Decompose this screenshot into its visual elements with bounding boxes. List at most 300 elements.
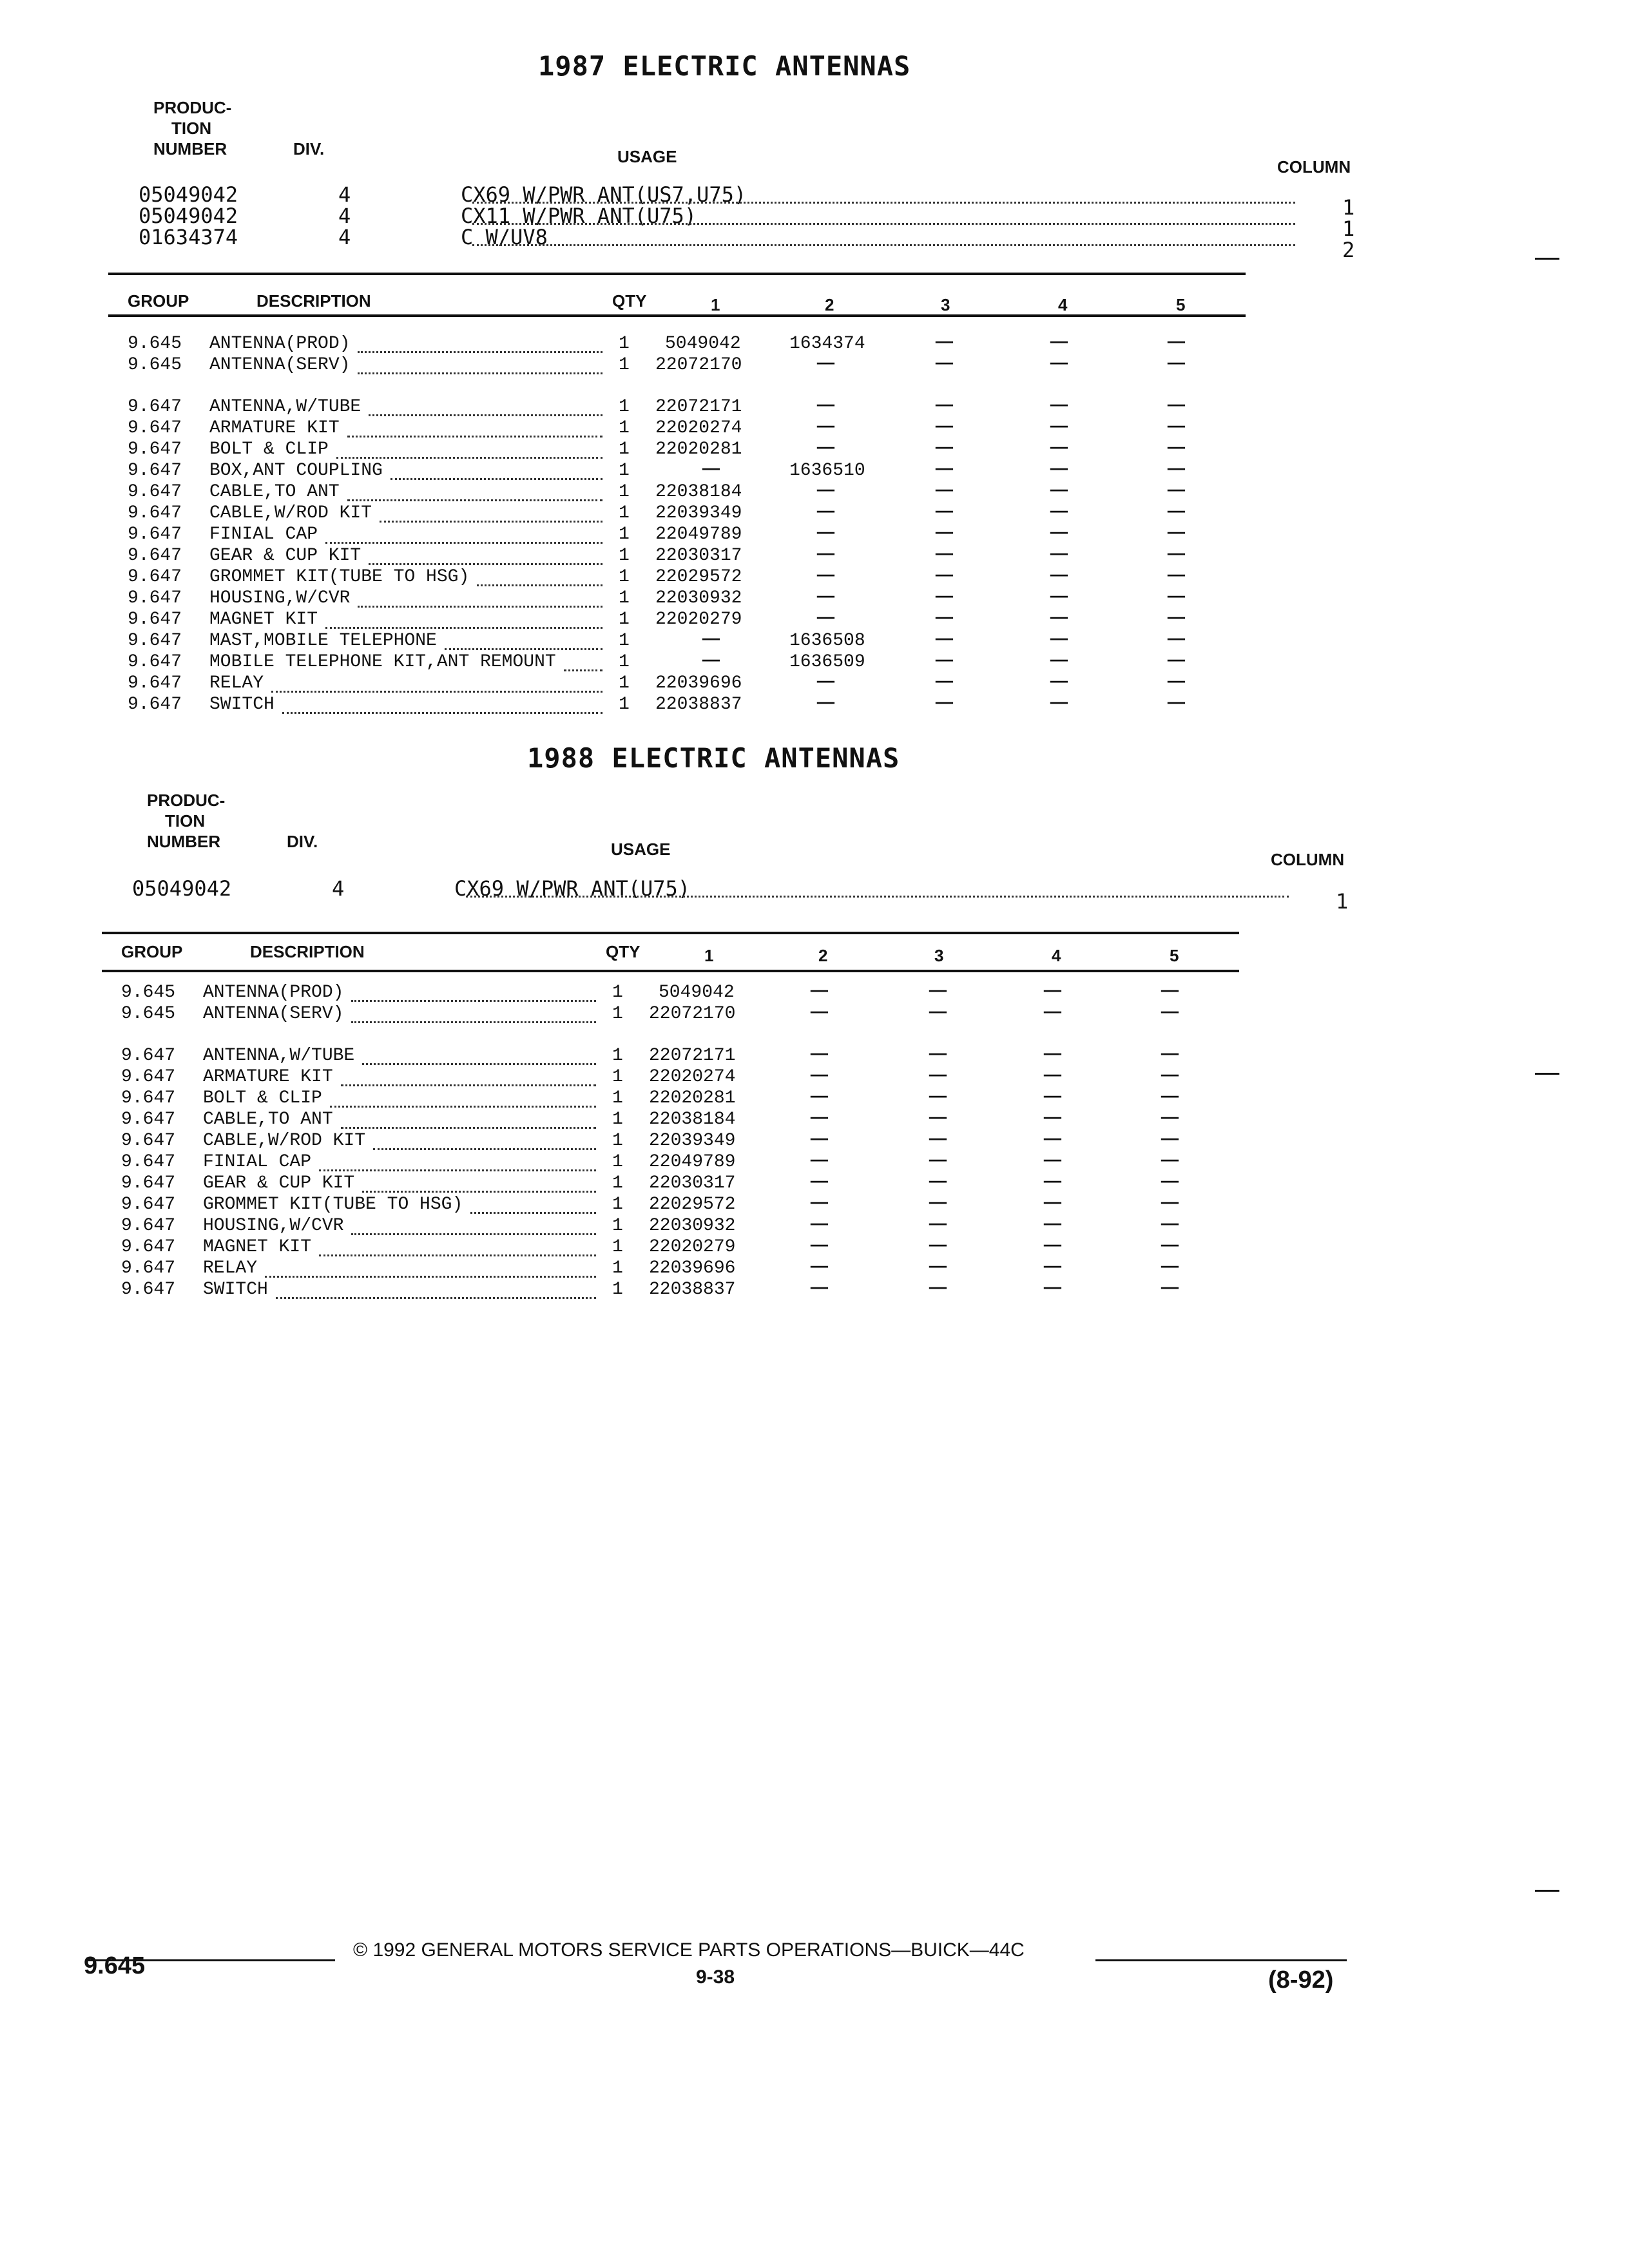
quantity: 1 (612, 1280, 623, 1300)
leader-dots (564, 669, 602, 671)
column-dash: — (1161, 981, 1179, 1001)
group-code: 9.645 (128, 355, 182, 375)
production-number: 01634374 (139, 225, 238, 249)
column-dash: — (929, 1151, 947, 1171)
part-number-c1: 22020279 (649, 1237, 736, 1257)
division: 4 (338, 225, 351, 249)
quantity: 1 (619, 439, 630, 459)
column-dash: — (1168, 651, 1185, 671)
column-dash: — (936, 693, 953, 713)
column-dash: — (1050, 587, 1068, 607)
leader-dots (265, 1276, 596, 1278)
part-number-c1: 22049789 (649, 1152, 736, 1172)
leader-dots (351, 1021, 596, 1023)
part-description: MOBILE TELEPHONE KIT,ANT REMOUNT (209, 652, 556, 672)
table-header-c4: 4 (1058, 295, 1068, 314)
group-code: 9.647 (121, 1216, 176, 1236)
production-number: 05049042 (139, 182, 238, 207)
column-dash: — (811, 1151, 828, 1171)
part-number-c1: 22038184 (649, 1110, 736, 1129)
part-number-c1: 22038184 (655, 482, 742, 502)
column-dash: — (1161, 1108, 1179, 1128)
column-dash: — (936, 544, 953, 564)
group-code: 9.647 (121, 1046, 176, 1066)
quantity: 1 (619, 355, 630, 375)
group-code: 9.647 (128, 610, 182, 629)
column-dash: — (929, 1236, 947, 1256)
division: 4 (338, 182, 351, 207)
quantity: 1 (612, 983, 623, 1003)
column-dash: — (811, 1278, 828, 1298)
group-code: 9.645 (121, 983, 176, 1003)
margin-mark (1535, 1073, 1559, 1075)
usage-column: 2 (1342, 238, 1355, 262)
part-number-c2: 1636510 (789, 461, 865, 481)
leader-dots (362, 1191, 596, 1193)
group-code: 9.647 (121, 1195, 176, 1215)
leader-dots (466, 896, 1289, 898)
part-number-c1: 22072171 (649, 1046, 736, 1066)
quantity: 1 (612, 1237, 623, 1257)
column-dash: — (929, 1108, 947, 1128)
leader-dots (325, 542, 602, 544)
group-code: 9.647 (121, 1110, 176, 1129)
column-dash: — (811, 1236, 828, 1256)
column-dash: — (936, 608, 953, 628)
column-dash: — (1161, 1151, 1179, 1171)
column-dash: — (929, 1044, 947, 1064)
column-dash: — (702, 629, 720, 649)
column-dash: — (1044, 1172, 1061, 1192)
part-description: ANTENNA(PROD) (209, 334, 351, 354)
part-number-c1: 22020281 (649, 1088, 736, 1108)
leader-dots (362, 1063, 596, 1065)
part-number-c1: 22029572 (649, 1195, 736, 1215)
group-code: 9.647 (128, 546, 182, 566)
column-dash: — (1168, 481, 1185, 501)
part-number-c1: 22039349 (649, 1131, 736, 1151)
part-description: RELAY (203, 1258, 258, 1278)
leader-dots (477, 584, 602, 586)
part-number-c1: 22039349 (655, 503, 742, 523)
part-description: BOLT & CLIP (203, 1088, 322, 1108)
quantity: 1 (612, 1088, 623, 1108)
production-number-header: TION (165, 811, 206, 831)
quantity: 1 (619, 397, 630, 417)
column-dash: — (811, 981, 828, 1001)
column-dash: — (1044, 1278, 1061, 1298)
column-dash: — (1044, 1108, 1061, 1128)
column-dash: — (1050, 672, 1068, 692)
part-number-c1: 22029572 (655, 567, 742, 587)
part-description: CABLE,W/ROD KIT (209, 503, 372, 523)
column-dash: — (1168, 693, 1185, 713)
footer-page-number: 9-38 (696, 1966, 735, 1988)
column-dash: — (1168, 544, 1185, 564)
column-dash: — (1168, 354, 1185, 374)
div-header: DIV. (287, 832, 318, 851)
table-header-c2: 2 (818, 946, 828, 965)
column-dash: — (1050, 417, 1068, 437)
group-code: 9.645 (121, 1004, 176, 1024)
quantity: 1 (612, 1046, 623, 1066)
usage-column: 1 (1336, 889, 1349, 914)
column-dash: — (1161, 1236, 1179, 1256)
group-code: 9.647 (128, 567, 182, 587)
quantity: 1 (612, 1195, 623, 1215)
column-dash: — (1161, 1087, 1179, 1107)
quantity: 1 (612, 1131, 623, 1151)
column-dash: — (811, 1215, 828, 1235)
part-number-c2: 1634374 (789, 334, 865, 354)
part-description: MAGNET KIT (203, 1237, 312, 1257)
column-dash: — (817, 693, 834, 713)
column-dash: — (1044, 1151, 1061, 1171)
part-number-c1: 5049042 (665, 334, 741, 354)
leader-dots (472, 223, 1295, 225)
part-number-c1: 22030932 (649, 1216, 736, 1236)
part-description: BOLT & CLIP (209, 439, 329, 459)
quantity: 1 (619, 610, 630, 629)
production-number-header: NUMBER (147, 832, 221, 851)
quantity: 1 (612, 1004, 623, 1024)
column-dash: — (936, 481, 953, 501)
part-description: GEAR & CUP KIT (209, 546, 361, 566)
column-dash: — (1050, 608, 1068, 628)
leader-dots (472, 244, 1295, 246)
production-number-header: TION (171, 119, 212, 138)
leader-dots (358, 351, 602, 353)
quantity: 1 (619, 695, 630, 715)
column-dash: — (936, 438, 953, 458)
column-dash: — (817, 438, 834, 458)
column-dash: — (817, 672, 834, 692)
part-number-c1: 22038837 (655, 695, 742, 715)
part-number-c1: 22072170 (655, 355, 742, 375)
column-dash: — (1044, 1044, 1061, 1064)
section-title: 1987 ELECTRIC ANTENNAS (538, 50, 911, 82)
part-number-c1: 22039696 (649, 1258, 736, 1278)
usage-description: CX69 W/PWR ANT(U75) (454, 876, 691, 901)
leader-dots (271, 691, 602, 693)
part-number-c2: 1636509 (789, 652, 865, 672)
column-dash: — (936, 332, 953, 352)
column-dash: — (1050, 523, 1068, 543)
quantity: 1 (619, 334, 630, 354)
leader-dots (319, 1254, 596, 1256)
column-dash: — (929, 1257, 947, 1277)
quantity: 1 (612, 1258, 623, 1278)
part-description: MAST,MOBILE TELEPHONE (209, 631, 437, 651)
part-description: CABLE,W/ROD KIT (203, 1131, 366, 1151)
group-code: 9.647 (128, 482, 182, 502)
group-code: 9.647 (128, 673, 182, 693)
group-code: 9.647 (121, 1088, 176, 1108)
leader-dots (341, 1127, 596, 1129)
quantity: 1 (619, 482, 630, 502)
column-dash: — (811, 1172, 828, 1192)
group-code: 9.647 (128, 418, 182, 438)
part-description: CABLE,TO ANT (203, 1110, 333, 1129)
usage-column: 1 (1342, 216, 1355, 241)
part-number-c1: 22020274 (649, 1067, 736, 1087)
column-dash: — (1044, 1066, 1061, 1086)
column-dash: — (817, 544, 834, 564)
column-dash: — (1050, 502, 1068, 522)
group-code: 9.647 (121, 1280, 176, 1300)
column-dash: — (929, 1066, 947, 1086)
group-code: 9.647 (128, 695, 182, 715)
part-description: MAGNET KIT (209, 610, 318, 629)
quantity: 1 (612, 1173, 623, 1193)
part-number-c1: 5049042 (659, 983, 735, 1003)
column-dash: — (1168, 332, 1185, 352)
division: 4 (332, 876, 345, 901)
column-dash: — (1161, 1129, 1179, 1149)
column-dash: — (1044, 1236, 1061, 1256)
column-dash: — (1168, 438, 1185, 458)
column-dash: — (1050, 481, 1068, 501)
column-dash: — (1044, 1215, 1061, 1235)
table-header-c4: 4 (1052, 946, 1061, 965)
table-header-c3: 3 (934, 946, 944, 965)
part-number-c1: 22038837 (649, 1280, 736, 1300)
production-number: 05049042 (132, 876, 232, 901)
column-dash: — (1161, 1003, 1179, 1023)
table-top-rule (108, 273, 1246, 275)
column-dash: — (936, 523, 953, 543)
leader-dots (358, 606, 602, 608)
column-dash: — (936, 629, 953, 649)
column-dash: — (811, 1003, 828, 1023)
quantity: 1 (619, 503, 630, 523)
leader-dots (445, 648, 602, 650)
part-description: HOUSING,W/CVR (209, 588, 351, 608)
table-header-c5: 5 (1176, 295, 1186, 314)
part-description: ANTENNA,W/TUBE (203, 1046, 355, 1066)
table-header-group: GROUP (121, 942, 183, 961)
column-dash: — (936, 417, 953, 437)
production-number-header: PRODUC- (153, 98, 232, 117)
group-code: 9.647 (121, 1237, 176, 1257)
part-number-c1: 22030317 (649, 1173, 736, 1193)
leader-dots (351, 1233, 596, 1235)
part-number-c1: 22030317 (655, 546, 742, 566)
leader-dots (373, 1148, 596, 1150)
group-code: 9.647 (121, 1258, 176, 1278)
column-dash: — (1168, 459, 1185, 479)
column-dash: — (811, 1066, 828, 1086)
part-number-c1: 22039696 (655, 673, 742, 693)
column-dash: — (1168, 608, 1185, 628)
quantity: 1 (612, 1067, 623, 1087)
column-dash: — (1050, 693, 1068, 713)
part-number-c1: 22072171 (655, 397, 742, 417)
part-number-c1: 22030932 (655, 588, 742, 608)
part-description: GEAR & CUP KIT (203, 1173, 355, 1193)
quantity: 1 (619, 673, 630, 693)
column-dash: — (1161, 1278, 1179, 1298)
production-number-header: PRODUC- (147, 791, 226, 810)
column-dash: — (811, 1257, 828, 1277)
usage-description: C W/UV8 (461, 225, 548, 249)
div-header: DIV. (293, 139, 325, 159)
group-code: 9.647 (121, 1067, 176, 1087)
column-dash: — (936, 354, 953, 374)
footer-rule-right (1095, 1959, 1347, 1961)
column-dash: — (1168, 417, 1185, 437)
part-description: ARMATURE KIT (209, 418, 340, 438)
column-dash: — (1050, 651, 1068, 671)
column-dash: — (936, 587, 953, 607)
leader-dots (380, 521, 602, 523)
quantity: 1 (619, 652, 630, 672)
column-dash: — (1044, 1257, 1061, 1277)
column-dash: — (1161, 1172, 1179, 1192)
column-dash: — (811, 1193, 828, 1213)
column-dash: — (929, 1087, 947, 1107)
leader-dots (470, 1212, 596, 1214)
column-dash: — (1161, 1257, 1179, 1277)
column-dash: — (811, 1129, 828, 1149)
column-dash: — (1050, 332, 1068, 352)
column-header: COLUMN (1271, 850, 1345, 869)
column-dash: — (1168, 672, 1185, 692)
column-dash: — (817, 354, 834, 374)
production-number: 05049042 (139, 204, 238, 228)
column-dash: — (1050, 396, 1068, 416)
part-description: ARMATURE KIT (203, 1067, 333, 1087)
margin-mark (1535, 258, 1559, 260)
leader-dots (390, 478, 602, 480)
quantity: 1 (619, 418, 630, 438)
group-code: 9.647 (121, 1152, 176, 1172)
column-dash: — (1168, 587, 1185, 607)
group-code: 9.647 (128, 503, 182, 523)
column-dash: — (811, 1087, 828, 1107)
leader-dots (358, 372, 602, 374)
column-dash: — (1168, 629, 1185, 649)
quantity: 1 (619, 567, 630, 587)
column-dash: — (929, 1129, 947, 1149)
quantity: 1 (619, 461, 630, 481)
footer-date-code: (8-92) (1268, 1966, 1334, 1994)
table-header-c2: 2 (825, 295, 834, 314)
column-dash: — (817, 608, 834, 628)
column-dash: — (1044, 1087, 1061, 1107)
column-dash: — (1168, 396, 1185, 416)
column-dash: — (929, 1215, 947, 1235)
group-code: 9.647 (121, 1131, 176, 1151)
column-dash: — (817, 481, 834, 501)
column-dash: — (817, 566, 834, 586)
leader-dots (341, 1084, 596, 1086)
table-header-c1: 1 (704, 946, 714, 965)
quantity: 1 (619, 524, 630, 544)
column-dash: — (1168, 566, 1185, 586)
part-description: ANTENNA(PROD) (203, 983, 344, 1003)
column-dash: — (817, 587, 834, 607)
group-code: 9.645 (128, 334, 182, 354)
part-number-c1: 22049789 (655, 524, 742, 544)
column-dash: — (936, 396, 953, 416)
column-dash: — (929, 1172, 947, 1192)
column-dash: — (1044, 1193, 1061, 1213)
table-top-rule (102, 932, 1239, 934)
group-code: 9.647 (128, 631, 182, 651)
table-header-rule (102, 970, 1239, 972)
table-header-qty: QTY (606, 942, 641, 961)
part-description: ANTENNA(SERV) (203, 1004, 344, 1024)
group-code: 9.647 (128, 524, 182, 544)
part-description: GROMMET KIT(TUBE TO HSG) (209, 567, 470, 587)
leader-dots (282, 712, 602, 714)
quantity: 1 (619, 631, 630, 651)
part-description: FINIAL CAP (203, 1152, 312, 1172)
column-dash: — (811, 1044, 828, 1064)
table-header-c1: 1 (711, 295, 720, 314)
usage-description: CX69 W/PWR ANT(US7,U75) (461, 182, 747, 207)
part-description: GROMMET KIT(TUBE TO HSG) (203, 1195, 463, 1215)
column-dash: — (811, 1108, 828, 1128)
leader-dots (276, 1297, 596, 1299)
leader-dots (351, 1000, 596, 1002)
part-description: RELAY (209, 673, 264, 693)
table-header-qty: QTY (612, 291, 647, 311)
table-header-rule (108, 314, 1246, 317)
group-code: 9.647 (121, 1173, 176, 1193)
column-dash: — (936, 566, 953, 586)
quantity: 1 (619, 588, 630, 608)
leader-dots (325, 627, 602, 629)
column-dash: — (1161, 1215, 1179, 1235)
column-dash: — (929, 1003, 947, 1023)
part-number-c1: 22020274 (655, 418, 742, 438)
part-number-c1: 22020279 (655, 610, 742, 629)
part-number-c1: 22072170 (649, 1004, 736, 1024)
column-dash: — (929, 981, 947, 1001)
part-description: ANTENNA,W/TUBE (209, 397, 361, 417)
part-description: BOX,ANT COUPLING (209, 461, 383, 481)
column-dash: — (1044, 981, 1061, 1001)
leader-dots (347, 436, 602, 437)
table-header-c3: 3 (941, 295, 950, 314)
column-dash: — (1161, 1066, 1179, 1086)
footer-copyright: © 1992 GENERAL MOTORS SERVICE PARTS OPERATIONS—BUICK—44C (353, 1939, 1025, 1961)
quantity: 1 (612, 1216, 623, 1236)
leader-dots (369, 563, 602, 565)
column-dash: — (1044, 1003, 1061, 1023)
division: 4 (338, 204, 351, 228)
column-dash: — (1050, 459, 1068, 479)
part-number-c2: 1636508 (789, 631, 865, 651)
column-dash: — (817, 417, 834, 437)
usage-header: USAGE (617, 147, 677, 166)
leader-dots (336, 457, 602, 459)
part-number-c1: 22020281 (655, 439, 742, 459)
column-dash: — (929, 1193, 947, 1213)
table-header-group: GROUP (128, 291, 189, 311)
group-code: 9.647 (128, 439, 182, 459)
leader-dots (369, 414, 602, 416)
column-dash: — (1050, 629, 1068, 649)
group-code: 9.647 (128, 461, 182, 481)
quantity: 1 (612, 1110, 623, 1129)
group-code: 9.647 (128, 397, 182, 417)
column-dash: — (1050, 354, 1068, 374)
part-description: FINIAL CAP (209, 524, 318, 544)
column-dash: — (1050, 566, 1068, 586)
